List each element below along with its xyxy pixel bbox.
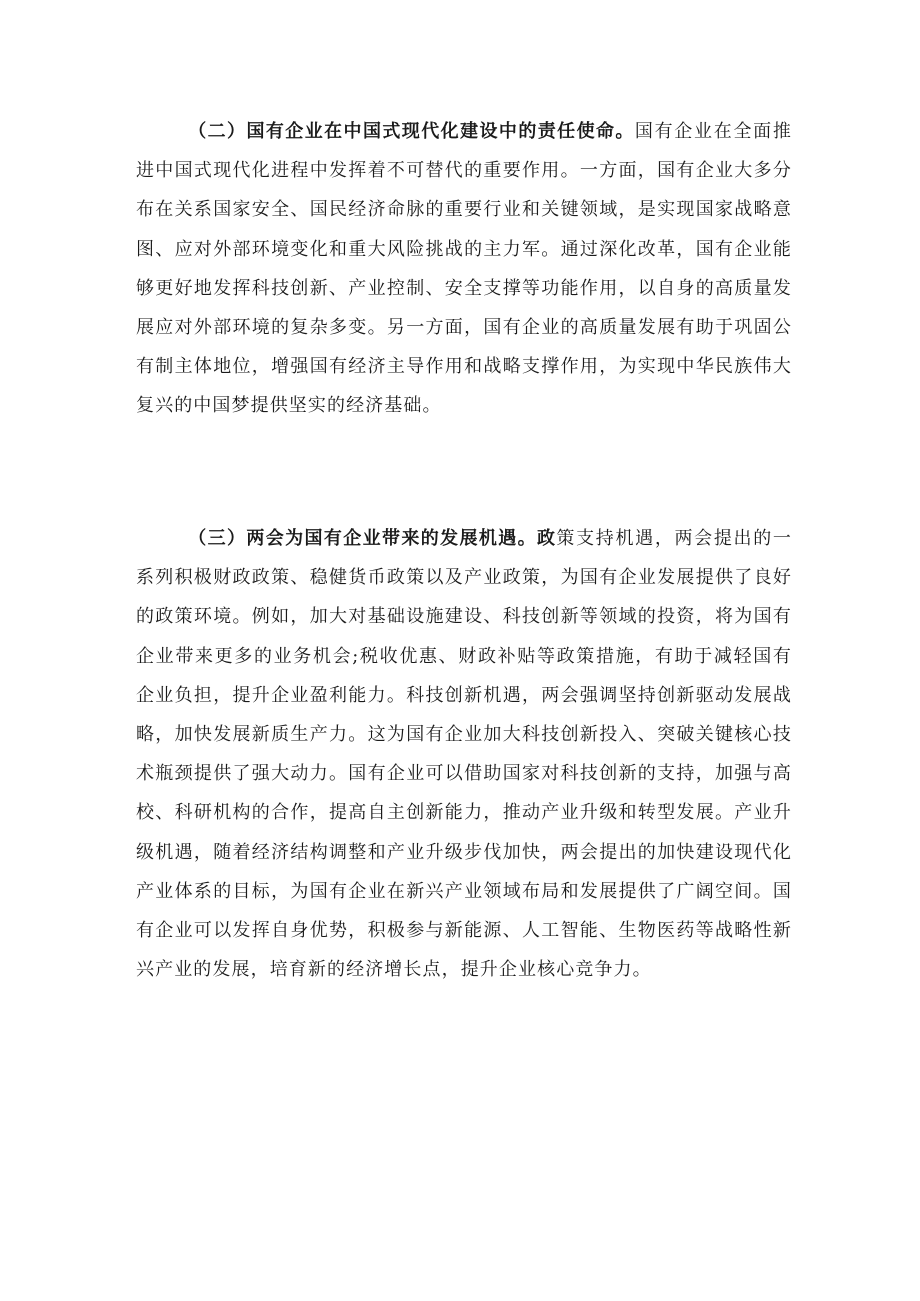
paragraph-lead-heading: （二）国有企业在中国式现代化建设中的责任使命。 — [188, 121, 635, 142]
paragraph-body-text: 策支持机遇，两会提出的一系列积极财政政策、稳健货币政策以及产业政策，为国有企业发展提供了良好的政策环境。例如，加大对基础设施建设、科技创新等领域的投资，将为国有企业带来更多的业务机会;税收优惠、财政补贴等政策措施，有助于减轻国有企业负担，提升企业盈利能力。科技创新机遇，两会强调坚持创新驱动发展战略，加快发展新质生产力。这为国有企业加大科技创新投入、突破关键核心技术瓶颈提供了强大动力。国有企业可以借助国家对科技创新的支持，加强与高校、科研机构的合作，提高自主创新能力，推动产业升级和转型发展。产业升级机遇，随着经济结构调整和产业升级步伐加快，两会提出的加快建设现代化产业体系的目标，为国有企业在新兴产业领域布局和发展提供了广阔空间。国有企业可以发挥自身优势，积极参与新能源、人工智能、生物医药等战略性新兴产业的发展，培育新的经济增长点，提升企业核心竞争力。 — [136, 528, 793, 981]
paragraph-body-text: 国有企业在全面推进中国式现代化进程中发挥着不可替代的重要作用。一方面，国有企业大多分布在关系国家安全、国民经济命脉的重要行业和关键领域，是实现国家战略意图、应对外部环境变化和重大风险挑战的主力军。通过深化改革，国有企业能够更好地发挥科技创新、产业控制、安全支撑等功能作用，以自身的高质量发展应对外部环境的复杂多变。另一方面，国有企业的高质量发展有助于巩固公有制主体地位，增强国有经济主导作用和战略支撑作用，为实现中华民族伟大复兴的中国梦提供坚实的经济基础。 — [136, 121, 792, 417]
paragraph-development-opportunities — [136, 519, 792, 989]
paragraph-responsibility-mission — [136, 112, 792, 426]
paragraph-lead-heading: （三）两会为国有企业带来的发展机遇。政 — [188, 528, 557, 549]
